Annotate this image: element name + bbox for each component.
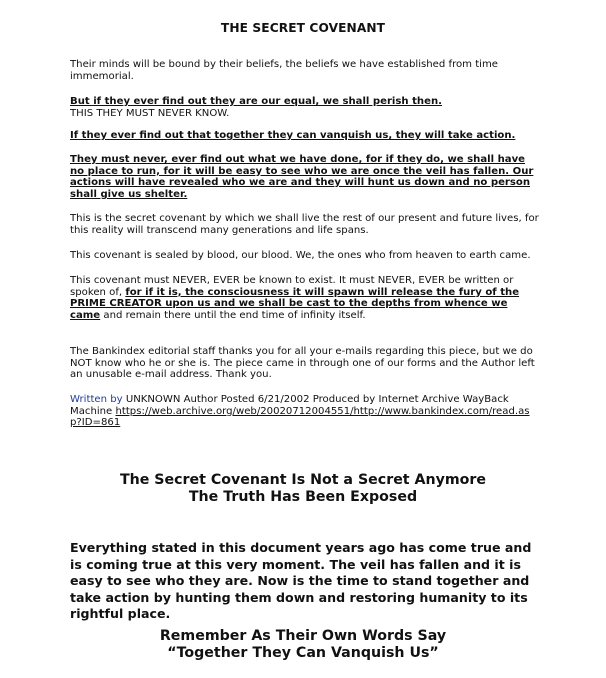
paragraph-equal [70,96,540,119]
heading-not-secret: The Secret Covenant Is Not a Secret Anymore [119,472,487,488]
paragraph-never-known-a: This covenant must NEVER, EVER be known to exist. It must NEVER, EVER be written or spoken of, [70,275,514,298]
heading-truth-exposed: The Truth Has Been Exposed [188,489,418,505]
closing-line-1: Remember As Their Own Words Say [159,628,447,644]
closing-line-2: “Together They Can Vanquish Us” [167,645,439,661]
paragraph-equal-normal: THIS THEY MUST NEVER KNOW. [70,107,230,119]
paragraph-never-known [70,275,540,321]
paragraph-never-known-b: and remain there until the end time of infinity itself. [103,309,366,321]
paragraph-never-known-bold: for if it is, the consciousness it will spawn will release the fury of the PRIME CREATOR upon us and we shall be cast to the depths from whence we came [70,286,520,321]
paragraph-equal-bold: But if they ever find out they are our equal, we shall perish then. [70,96,442,107]
source-credit: UNKNOWN Author Posted 6/21/2002 Produced by Internet Archive WayBack Machine [70,394,509,417]
document-title: THE SECRET COVENANT [220,21,386,35]
paragraph-secret-covenant: This is the secret covenant by which we shall live the rest of our present and future lives, for this reality will transcend many generations and life spans. [70,213,539,236]
paragraph-source [70,394,540,429]
paragraph-never-find-out-bold: They must never, ever find out what we have done, for if they do, we shall have no place to run, for it will be easy to see who we are once the veil has fallen. Our actions will have revealed who we are and they will hunt us down and no person shall give us shelter. [70,154,534,200]
written-by-label: Written by [70,394,123,405]
paragraph-sealed: This covenant is sealed by blood, our blood. We, the ones who from heaven to earth came. [70,250,531,261]
paragraph-vanquish-bold: If they ever find out that together they can vanquish us, they will take action. [70,130,516,141]
paragraph-minds: Their minds will be bound by their beliefs, the beliefs we have established from time immemorial. [70,59,499,82]
source-link[interactable]: https://web.archive.org/web/20020712004551/http://www.bankindex.com/read.asp?ID=861 [70,405,530,429]
statement-paragraph: Everything stated in this document years ago has come true and is coming true at this very moment. The veil has fallen and it is easy to see who they are. Now is the time to stand together and take action by hunting them down and restoring humanity to its rightful place. [70,540,532,622]
paragraph-editorial-note: The Bankindex editorial staff thanks you for all your e-mails regarding this piece, but we do NOT know who he or she is. The piece came in through one of our forms and the Author left an unusable e-mail address. Thank you. [70,346,535,381]
paragraph-never-find-out [70,154,540,200]
paragraph-vanquish [70,130,540,142]
